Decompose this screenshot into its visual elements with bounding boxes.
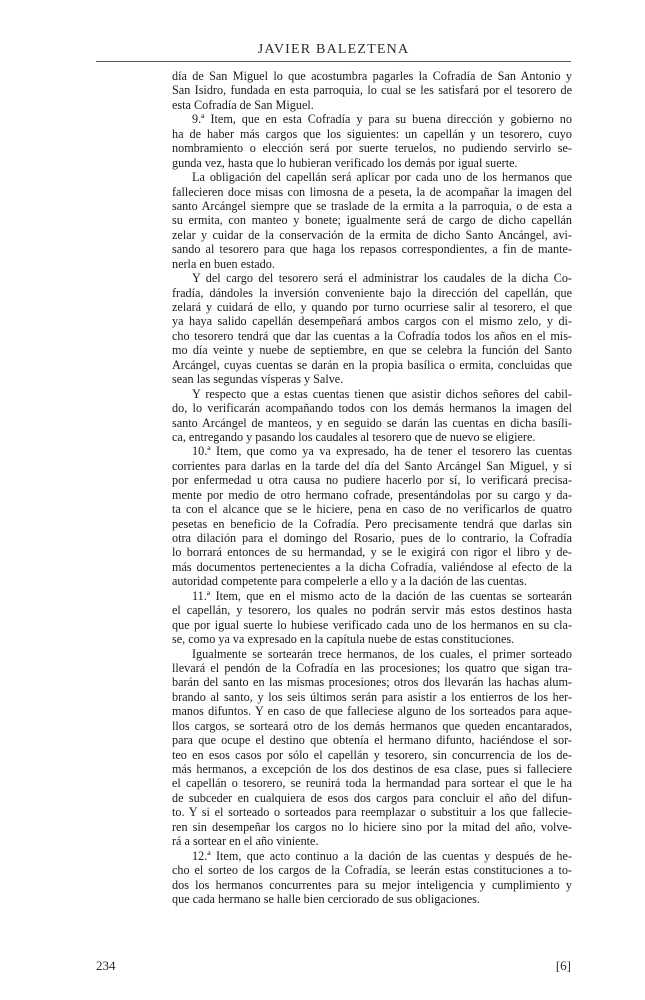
text-line: autoridad competente para compelerle a ello y a la dación de las cuentas. bbox=[172, 574, 527, 589]
text-line: para que ocupe el destino que obtenía el hermano difunto, haciéndose el sor- bbox=[172, 733, 572, 748]
text-line: más hermanos, a excepción de los dos destinos de esa clase, pues si falleciere bbox=[172, 762, 572, 776]
text-line: se, como ya va expresado en la capítula nuebe de estas constituciones. bbox=[172, 632, 515, 647]
text-line: fallecieren doce misas con limosna de a peseta, la de acompañar la imagen del bbox=[172, 184, 572, 199]
text-line: rá a sortear en el año viniente. bbox=[172, 834, 319, 849]
text-line: manos difuntos. Y en caso de que falleciese alguno de los sorteados para aque- bbox=[172, 704, 572, 719]
text-line: 9.ª Item, que en esta Cofradía y para su buena dirección y gobierno no bbox=[192, 112, 572, 127]
paragraph bbox=[172, 112, 572, 170]
header-rule bbox=[96, 61, 571, 62]
text-line: el capellán, y tesorero, los quales no podrán servir más estos destinos hasta bbox=[172, 603, 572, 618]
text-line: santo Arcángel siempre que se traslade de la ermita a la parroquia, o de esta a bbox=[172, 198, 572, 213]
paragraph bbox=[172, 170, 572, 271]
text-line: de subceder en cualquiera de esos dos cargos para concluir el año del difun- bbox=[172, 790, 572, 805]
text-line: do, lo verificarán acompañando todos con los demás hermanos la imagen del bbox=[172, 401, 572, 416]
text-line: santo Arcángel de manteos, y en seguido se darán las cuentas en dicha basíli- bbox=[172, 415, 572, 430]
text-line: 12.ª Item, que acto continuo a la dación de las cuentas y después de he- bbox=[192, 848, 572, 863]
text-line: llevará el pendón de la Cofradía en las procesiones; los quatro que sigan tra- bbox=[172, 660, 572, 675]
section-marker: [6] bbox=[555, 958, 571, 973]
text-line: fradía, dándoles la inversión conveniente bajo la dirección del capellán, que bbox=[172, 285, 572, 300]
text-line: otra dilación para el domingo del Rosario, pues de lo contrario, la Cofradía bbox=[172, 531, 572, 545]
text-line: su ermita, con manteo y bonete; igualmente será de cargo de dicho capellán bbox=[172, 213, 572, 228]
text-line: esta Cofradía de San Miguel. bbox=[172, 97, 314, 112]
text-line: zelar y cuidar de la conservación de la ermita de dicho Santo Ancángel, avi- bbox=[172, 227, 572, 242]
text-line: que por igual suerte lo hubiese verificado cada uno de los hermanos en su cla- bbox=[172, 617, 572, 632]
text-line: lo borrará entonces de su hermandad, y se le exigirá con rigor el libro y de- bbox=[172, 545, 572, 560]
text-line: ren sin desempeñar los cargos no lo hiciere sino por la mitad del año, volve- bbox=[172, 819, 572, 834]
text-line: día de San Miguel lo que acostumbra pagarles la Cofradía de San Antonio y bbox=[172, 69, 572, 83]
text-line: zelará y cuidará de ello, y quando por turno ocurriese salir al tesorero, el que bbox=[172, 300, 572, 314]
text-line: por enfermedad u otra causa no pudiere hacerlo por sí, lo verificará precisa- bbox=[172, 473, 572, 488]
text-line: pesetas en beneficio de la Cofradía. Pero precisamente tendrá que darlas sin bbox=[172, 516, 572, 531]
paragraph bbox=[172, 271, 572, 387]
text-line: Y respecto que a estas cuentas tienen que asistir dichos señores del cabil- bbox=[192, 386, 572, 401]
text-line: to. Y si el sorteado o sorteados para reemplazar o substituir a los que fallecie- bbox=[172, 805, 572, 820]
text-line: ya haya salido capellán desempeñará ambos cargos con el mismo zelo, y di- bbox=[172, 314, 572, 329]
text-line: Y del cargo del tesorero será el administrar los caudales de la dicha Co- bbox=[192, 271, 572, 286]
text-line: gunda vez, hasta que lo hubieran verificado los demás por igual suerte. bbox=[172, 155, 518, 170]
text-line: ha de haber más cargos que los siguientes: un capellán y un tesorero, cuyo bbox=[172, 126, 572, 141]
text-line: cho tesorero tendrá que dar las cuentas a la Cofradía todos los años en el mis- bbox=[172, 328, 572, 343]
paragraph bbox=[172, 647, 572, 849]
paragraph bbox=[172, 69, 572, 112]
text-line: corrientes para darlas en la tarde del día del Santo Arcángel San Miguel, y si bbox=[172, 458, 572, 473]
text-line: el capellán o tesorero, se reunirá toda la hermandad para sortear el que le ha bbox=[172, 776, 572, 791]
page-number: 234 bbox=[96, 958, 116, 973]
text-line: ca, entregando y pasando los caudales al tesorero que de nuevo se eligiere. bbox=[172, 429, 536, 444]
text-line: sando al tesorero para que haga los repasos correspondientes, a fin de mante- bbox=[172, 242, 572, 257]
text-line: más documentos pertenecientes a la dicha Cofradía, valiéndose al efecto de la bbox=[172, 559, 572, 574]
text-line: La obligación del capellán será aplicar por cada uno de los hermanos que bbox=[192, 170, 572, 185]
text-line: nombramiento o elección será por suerte teruelos, no pudiendo servirlo se- bbox=[172, 141, 572, 156]
text-line: dos los hermanos concurrentes para su mejor inteligencia y cumplimiento y bbox=[172, 877, 572, 892]
paragraph bbox=[172, 849, 572, 907]
text-line: llos cargos, se sorteará otro de los demás hermanos que queden encantarados, bbox=[172, 718, 572, 733]
text-line: barán del santo en las mismas procesiones; otros dos llevarán las hachas alum- bbox=[172, 675, 572, 690]
running-head-author: JAVIER BALEZTENA bbox=[257, 42, 410, 57]
paragraph bbox=[172, 444, 572, 588]
text-line: mente por medio de otro hermano cofrade, presentándolas por su cargo y da- bbox=[172, 487, 572, 502]
text-line: brando al santo, y los seis últimos serán para asistir a los entierros de los her- bbox=[172, 689, 572, 704]
paragraph bbox=[172, 387, 572, 445]
text-line: nerla en buen estado. bbox=[172, 256, 275, 271]
body-text bbox=[172, 69, 572, 906]
text-line: 10.ª Item, que como ya va expresado, ha de tener el tesorero las cuentas bbox=[192, 444, 572, 459]
text-line: que cada hermano se halle bien cerciorado de sus obligaciones. bbox=[172, 891, 480, 906]
text-line: sean las segundas vísperas y Salve. bbox=[172, 372, 344, 387]
text-line: ta con el alcance que se le hiciere, pena en caso de no verificarlos de quatro bbox=[172, 502, 572, 517]
text-line: 11.ª Item, que en el mismo acto de la dación de las cuentas se sortearán bbox=[192, 588, 572, 603]
text-line: San Isidro, fundada en esta parroquia, lo cual se les satisfará por el tesorero de bbox=[172, 83, 572, 98]
text-line: mo día veinte y nuebe de septiembre, en que se celebra la función del Santo bbox=[172, 343, 572, 358]
text-line: cho el sorteo de los cargos de la Cofradía, se leerán estas constituciones a to- bbox=[172, 863, 572, 878]
text-line: Arcángel, cuyas cuentas se darán en la propia basílica o ermita, concluidas que bbox=[172, 357, 572, 372]
paragraph bbox=[172, 589, 572, 647]
text-line: Igualmente se sortearán trece hermanos, de los cuales, el primer sorteado bbox=[192, 646, 572, 661]
text-line: teo en esos casos por sólo el capellán y tesorero, sin concurrencia de los de- bbox=[172, 747, 572, 762]
